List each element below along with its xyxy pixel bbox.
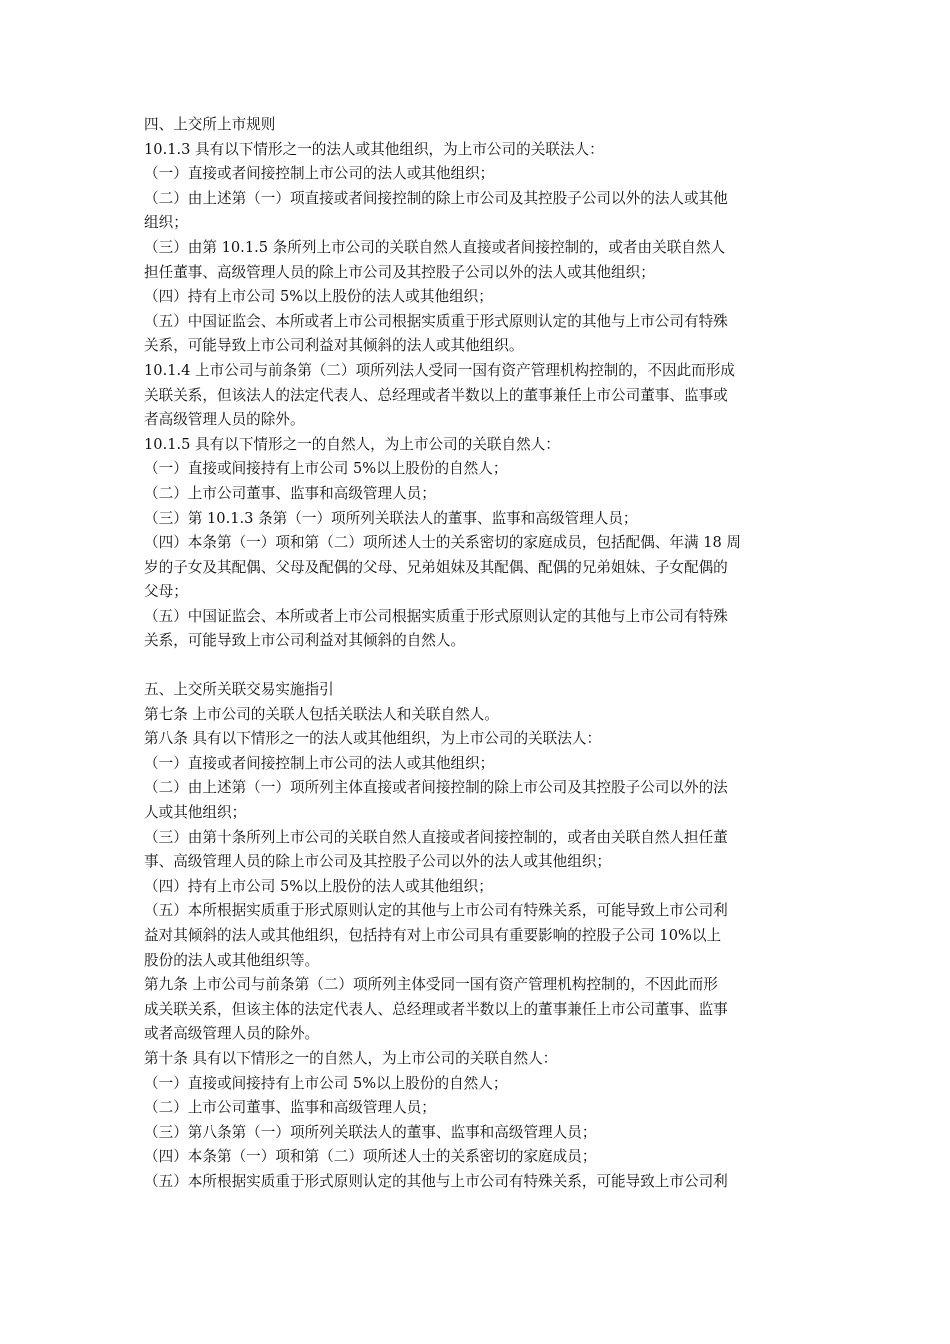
text-line: 关系，可能导致上市公司利益对其倾斜的自然人。	[144, 632, 466, 650]
text-line: （五）中国证监会、本所或者上市公司根据实质重于形式原则认定的其他与上市公司有特殊	[144, 607, 728, 625]
text-line: （三）第八条第（一）项所列关联法人的董事、监事和高级管理人员；	[144, 1123, 597, 1141]
section-sse-related-transaction-guidelines	[144, 678, 820, 1194]
text-line: 父母；	[144, 583, 188, 601]
text-line: （四）本条第（一）项和第（二）项所述人士的关系密切的家庭成员；	[144, 1148, 597, 1166]
text-line: （三）第 10.1.3 条第（一）项所列关联法人的董事、监事和高级管理人员；	[144, 509, 638, 527]
text-line: 益对其倾斜的法人或其他组织，包括持有对上市公司具有重要影响的控股子公司 10%以上	[144, 927, 722, 944]
text-line: 10.1.5 具有以下情形之一的自然人，为上市公司的关联自然人：	[144, 435, 560, 453]
text-line: （四）持有上市公司 5%以上股份的法人或其他组织；	[144, 877, 493, 895]
text-line: （一）直接或间接持有上市公司 5%以上股份的自然人；	[144, 1074, 508, 1092]
text-line: （二）由上述第（一）项所列主体直接或者间接控制的除上市公司及其控股子公司以外的法	[144, 779, 728, 797]
text-line: 10.1.3 具有以下情形之一的法人或其他组织，为上市公司的关联法人：	[144, 140, 604, 158]
text-line: 担任董事、高级管理人员的除上市公司及其控股子公司以外的法人或其他组织；	[144, 263, 655, 281]
text-line: （一）直接或者间接控制上市公司的法人或其他组织；	[144, 165, 495, 183]
text-line: 第八条 具有以下情形之一的法人或其他组织，为上市公司的关联法人：	[144, 730, 602, 748]
text-line: 第七条 上市公司的关联人包括关联法人和关联自然人。	[144, 705, 499, 723]
text-line: 人或其他组织；	[144, 804, 247, 822]
section-sse-listing-rules	[144, 113, 820, 654]
text-line: 组织；	[144, 214, 188, 232]
text-line: 关系，可能导致上市公司利益对其倾斜的法人或其他组织。	[144, 337, 524, 355]
text-line: 岁的子女及其配偶、父母及配偶的父母、兄弟姐妹及其配偶、配偶的兄弟姐妹、子女配偶的	[144, 558, 728, 576]
section-heading: 五、上交所关联交易实施指引	[144, 681, 334, 699]
text-line: （四）本条第（一）项和第（二）项所述人士的关系密切的家庭成员，包括配偶、年满 18 周	[144, 534, 742, 552]
section-heading: 四、上交所上市规则	[144, 116, 276, 133]
text-line: 关联关系，但该法人的法定代表人、总经理或者半数以上的董事兼任上市公司董事、监事或	[144, 386, 728, 404]
text-line: 成关联关系，但该主体的法定代表人、总经理或者半数以上的董事兼任上市公司董事、监事	[144, 1000, 728, 1018]
text-line: （五）本所根据实质重于形式原则认定的其他与上市公司有特殊关系，可能导致上市公司利	[144, 1172, 728, 1190]
text-line: （二）上市公司董事、监事和高级管理人员；	[144, 1099, 436, 1117]
text-line: （三）由第十条所列上市公司的关联自然人直接或者间接控制的，或者由关联自然人担任董	[144, 828, 728, 846]
text-line: 或者高级管理人员的除外。	[144, 1025, 320, 1043]
text-line: 第十条 具有以下情形之一的自然人，为上市公司的关联自然人：	[144, 1049, 558, 1067]
text-line: 者高级管理人员的除外。	[144, 411, 305, 429]
text-line: （三）由第 10.1.5 条所列上市公司的关联自然人直接或者间接控制的，或者由关联自然人	[144, 238, 726, 256]
text-line: （二）由上述第（一）项直接或者间接控制的除上市公司及其控股子公司以外的法人或其他	[144, 189, 728, 207]
text-line: （二）上市公司董事、监事和高级管理人员；	[144, 484, 436, 502]
text-line: （一）直接或间接持有上市公司 5%以上股份的自然人；	[144, 460, 508, 478]
text-line: （五）中国证监会、本所或者上市公司根据实质重于形式原则认定的其他与上市公司有特殊	[144, 312, 728, 330]
text-line: （五）本所根据实质重于形式原则认定的其他与上市公司有特殊关系，可能导致上市公司利	[144, 902, 728, 920]
text-line: 第九条 上市公司与前条第（二）项所列主体受同一国有资产管理机构控制的，不因此而形	[144, 976, 718, 994]
text-line: （四）持有上市公司 5%以上股份的法人或其他组织；	[144, 288, 493, 306]
text-line: 股份的法人或其他组织等。	[144, 951, 320, 969]
text-line: （一）直接或者间接控制上市公司的法人或其他组织；	[144, 754, 495, 772]
text-line: 10.1.4 上市公司与前条第（二）项所列法人受同一国有资产管理机构控制的，不因此而形成	[144, 361, 736, 379]
text-line: 事、高级管理人员的除上市公司及其控股子公司以外的法人或其他组织；	[144, 853, 612, 871]
